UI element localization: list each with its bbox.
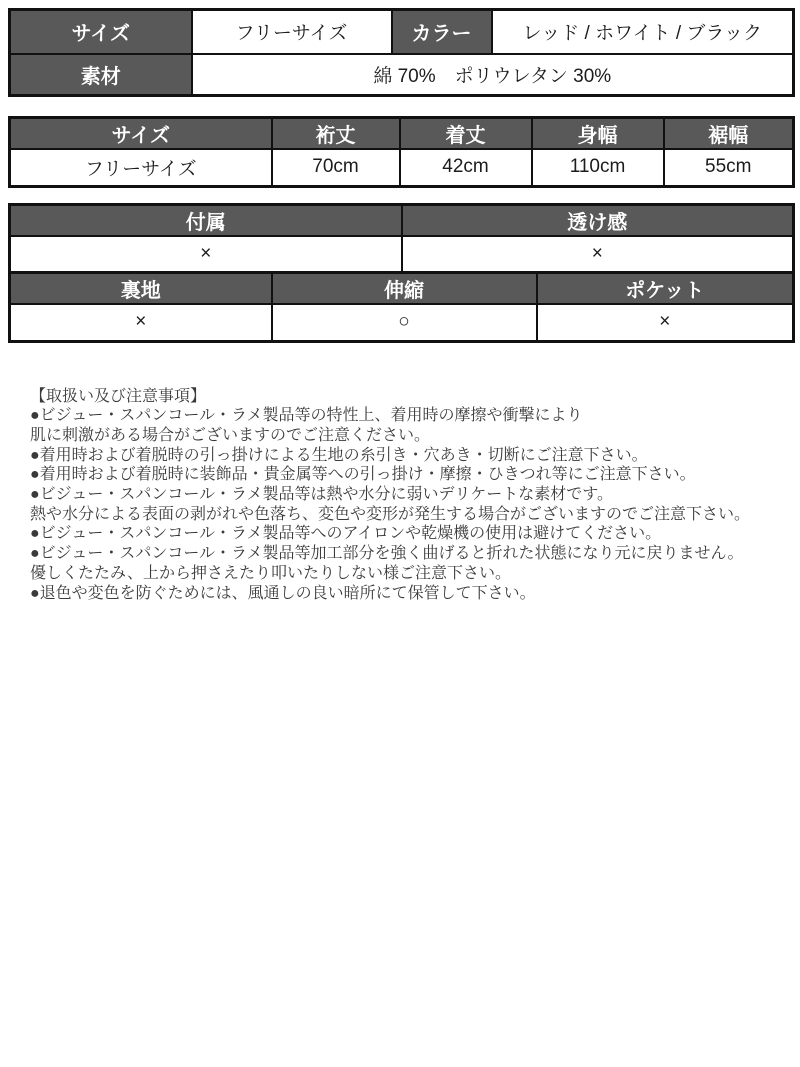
features-bottom-table (8, 271, 795, 343)
table-row (10, 304, 794, 341)
care-note-line: ●ビジュー・スパンコール・ラメ製品等は熱や水分に弱いデリケートな素材です。 (30, 486, 613, 504)
care-note-line: ●着用時および着脱時に装飾品・貴金属等への引っ掛け・摩擦・ひきつれ等にご注意下さい。 (30, 466, 696, 484)
care-note-line: ●ビジュー・スパンコール・ラメ製品等へのアイロンや乾燥機の使用は避けてください。 (30, 525, 662, 543)
care-note-line: 優しくたたみ、上から押さえたり叩いたりしない様ご注意下さい。 (30, 564, 511, 582)
measure-size-cell: フリーサイズ (10, 149, 272, 186)
care-note-line: 肌に刺激がある場合がございますのでご注意ください。 (30, 426, 431, 444)
features-top-table (8, 203, 795, 275)
table-row (10, 54, 794, 96)
care-note-line: ●着用時および着脱時の引っ掛けによる生地の糸引き・穴あき・切断にご注意下さい。 (30, 446, 648, 464)
table-header-row (10, 204, 794, 236)
measure-header-length: 着丈 (400, 118, 532, 150)
measure-length-cell: 42cm (400, 149, 532, 186)
stretch-value-cell: ○ (272, 304, 537, 341)
accessories-header-cell: 付属 (10, 204, 402, 236)
size-value-cell: フリーサイズ (192, 10, 392, 54)
sheerness-value-cell: × (402, 236, 794, 273)
lining-header-cell: 裏地 (10, 273, 272, 305)
table-header-row (10, 118, 794, 150)
table-row (10, 10, 794, 54)
measure-sleeve-cell: 70cm (272, 149, 400, 186)
stretch-header-cell: 伸縮 (272, 273, 537, 305)
care-note-line: 熱や水分による表面の剥がれや色落ち、変色や変形が発生する場合がございますのでご注意下さい。 (30, 505, 751, 523)
accessories-value-cell: × (10, 236, 402, 273)
care-note-line: ●ビジュー・スパンコール・ラメ製品等加工部分を強く曲げると折れた状態になり元に戻りません。 (30, 545, 744, 563)
care-notes-title: 【取扱い及び注意事項】 (30, 387, 207, 405)
care-note-line: ●ビジュー・スパンコール・ラメ製品等の特性上、着用時の摩擦や衝撃により (30, 407, 583, 425)
measure-bodywidth-cell: 110cm (532, 149, 664, 186)
care-note-line: ●退色や変色を防ぐためには、風通しの良い暗所にて保管して下さい。 (30, 584, 536, 602)
measure-header-sleeve: 裄丈 (272, 118, 400, 150)
color-value-cell: レッド / ホワイト / ブラック (492, 10, 794, 54)
size-label-cell: サイズ (10, 10, 192, 54)
pocket-header-cell: ポケット (537, 273, 794, 305)
color-label-cell: カラー (392, 10, 492, 54)
lining-value-cell: × (10, 304, 272, 341)
table-row (10, 236, 794, 273)
measure-header-size: サイズ (10, 118, 272, 150)
care-notes (30, 387, 800, 604)
sheerness-header-cell: 透け感 (402, 204, 794, 236)
table-row (10, 149, 794, 186)
pocket-value-cell: × (537, 304, 794, 341)
measurements-table (8, 116, 795, 188)
spec-table (8, 8, 795, 97)
table-header-row (10, 273, 794, 305)
measure-hemwidth-cell: 55cm (664, 149, 794, 186)
material-value-cell: 綿 70% ポリウレタン 30% (192, 54, 794, 96)
measure-header-bodywidth: 身幅 (532, 118, 664, 150)
measure-header-hemwidth: 裾幅 (664, 118, 794, 150)
material-label-cell: 素材 (10, 54, 192, 96)
